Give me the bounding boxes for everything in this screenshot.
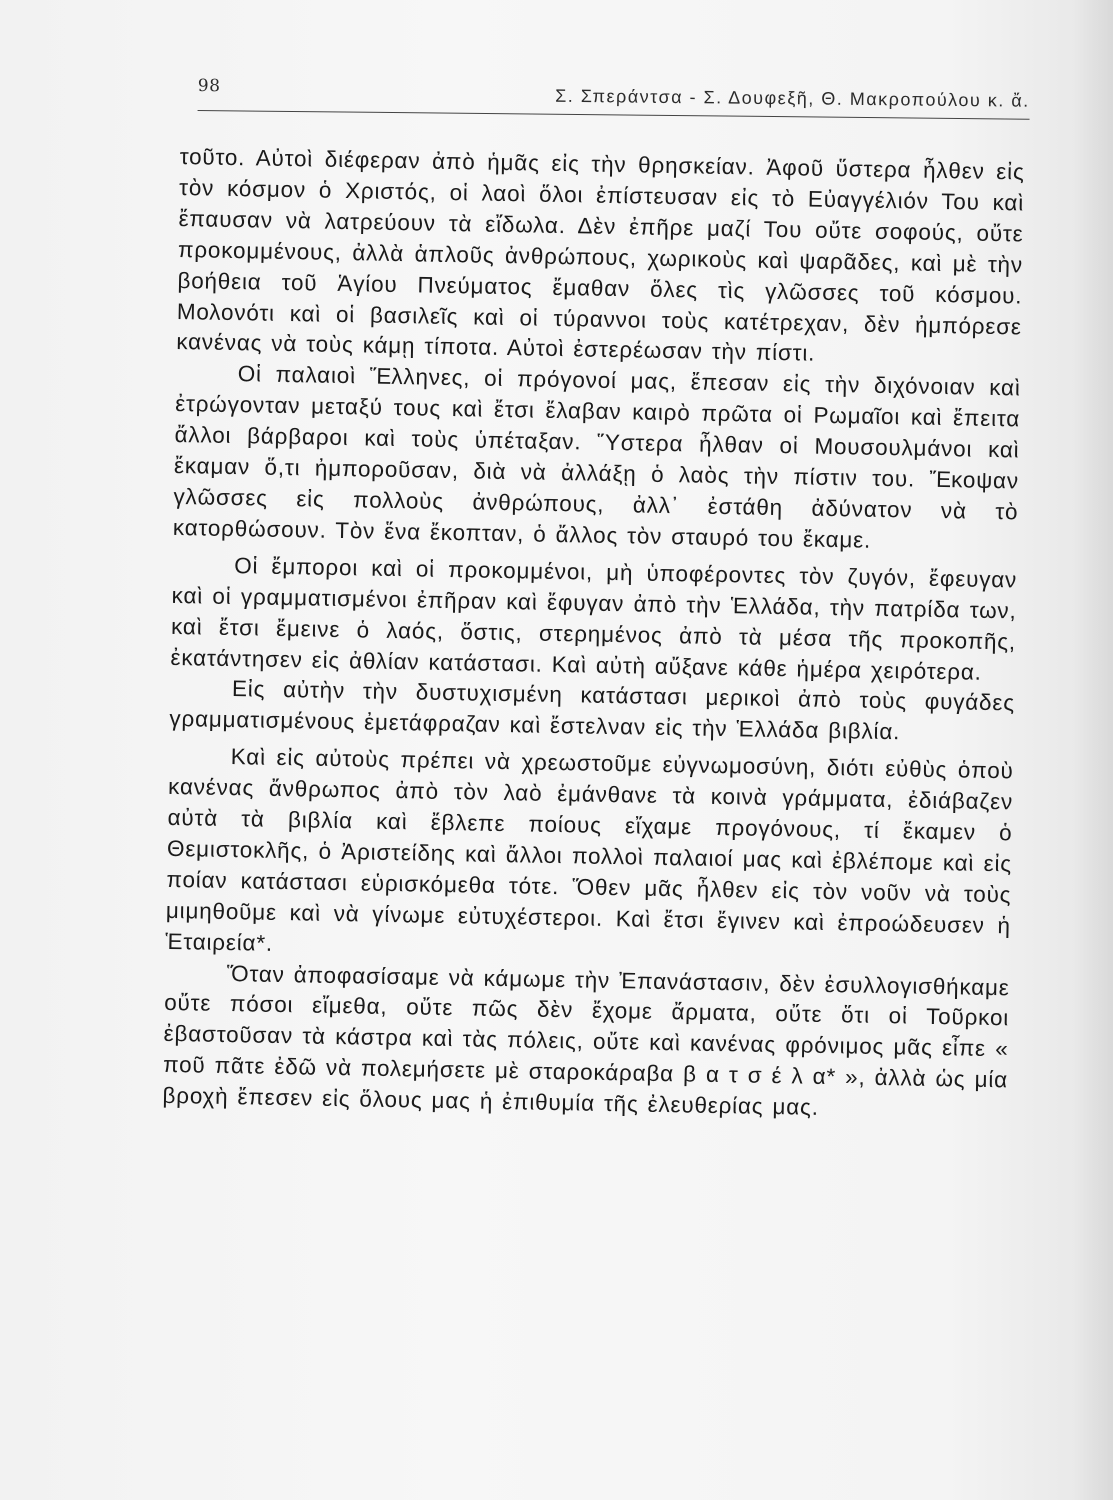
page-number: 98 (197, 75, 221, 97)
running-title: Σ. Σπεράντσα - Σ. Δουφεξῆ, Θ. Μακροπούλου κ. ἄ. (555, 85, 1030, 111)
body-text (162, 142, 1025, 1127)
paragraph-2: Οἱ παλαιοὶ Ἕλληνες, οἱ πρόγονοί μας, ἔπεσαν εἰς τὴν διχόνοιαν καὶ ἐτρώγονταν μεταξύ τους καὶ ἔτσι ἔλαβαν καιρὸ πρῶτα οἱ Ρωμαῖοι καὶ ἔπειτα ἄλλοι βάρβαροι καὶ τοὺς ὑπέταξαν. Ὕστερα ἦλθαν οἱ Μουσουλμάνοι καὶ ἔκαμαν ὅ,τι ἠμποροῦσαν, διὰ νὰ ἀλλάξῃ ὁ λαὸς τὴν πίστιν του. Ἔκοψαν γλῶσσες εἰς πολλοὺς ἀνθρώπους, ἀλλ᾽ ἐστάθη ἀδύνατον νὰ τὸ κατορθώσουν. Τὸν ἕνα ἔκοπταν, ὁ ἄλλος τὸν σταυρό του ἔκαμε. (172, 361, 1021, 553)
paragraph-6: Ὅταν ἀποφασίσαμε νὰ κάμωμε τὴν Ἐπανάστασιν, δὲν ἐσυλλογισθήκαμε οὔτε πόσοι εἴμεθα, οὔτε πῶς δὲν ἔχομε ἄρματα, οὔτε ὅτι οἱ Τοῦρκοι ἐβαστοῦσαν τὰ κάστρα καὶ τὰς πόλεις, οὔτε καὶ κανένας φρόνιμος μᾶς εἶπε « ποῦ πᾶτε ἐδῶ νὰ πολεμήσετε μὲ σταροκάραβα β α τ σ έ λ α* », ἀλλὰ ὡς μία βροχὴ ἔπεσεν εἰς ὅλους μας ἡ ἐπιθυμία τῆς ἐλευθερίας μας. (162, 960, 1010, 1121)
paragraph-4: Εἰς αὐτὴν τὴν δυστυχισμένη κατάστασι μερικοὶ ἀπὸ τοὺς φυγάδες γραμματισμένους ἐμετάφραζαν καὶ ἔστελναν εἰς τὴν Ἑλλάδα βιβλία. (169, 676, 1016, 745)
page-edge-shadow (1073, 0, 1113, 1500)
paragraph-5: Καὶ εἰς αὐτοὺς πρέπει νὰ χρεωστοῦμε εὐγνωμοσύνη, διότι εὐθὺς ὁποὺ κανένας ἄνθρωπος ἀπὸ τὸν λαὸ ἐμάνθανε τὰ κοινὰ γράμματα, ἐδιάβαζεν αὐτὰ τὰ βιβλία καὶ ἔβλεπε ποίους εἴχαμε προγόνους, τί ἔκαμεν ὁ Θεμιστοκλῆς, ὁ Ἀριστείδης καὶ ἄλλοι πολλοὶ παλαιοί μας καὶ ἐβλέπομε καὶ εἰς ποίαν κατάστασι εὑρισκόμεθα τότε. Ὅθεν μᾶς ἦλθεν εἰς τὸν νοῦν νὰ τοὺς μιμηθοῦμε καὶ νὰ γίνωμε εὐτυχέστεροι. Καὶ ἔτσι ἔγινεν καὶ ἐπροώδευσεν ἡ Ἑταιρεία*. (165, 744, 1014, 956)
paragraph-1: τοῦτο. Αὐτοὶ διέφεραν ἀπὸ ἡμᾶς εἰς τὴν θρησκείαν. Ἀφοῦ ὕστερα ἦλθεν εἰς τὸν κόσμον ὁ Χριστός, οἱ λαοὶ ὅλοι ἐπίστευσαν εἰς τὸ Εὐαγγέλιόν Του καὶ ἔπαυσαν νὰ λατρεύουν τὰ εἴδωλα. Δὲν ἐπῆρε μαζί Του οὔτε σοφούς, οὔτε προκομμένους, ἀλλὰ ἁπλοῦς ἀνθρώπους, χωρικοὺς καὶ ψαρᾶδες, καὶ μὲ τὴν βοήθεια τοῦ Ἁγίου Πνεύματος ἔμαθαν ὅλες τὶς γλῶσσες τοῦ κόσμου. Μολονότι καὶ οἱ βασιλεῖς καὶ οἱ τύραννοι τοὺς κατέτρεχαν, δὲν ἠμπόρεσε κανένας νὰ τοὺς κάμῃ τίποτα. Αὐτοὶ ἐστερέωσαν τὴν πίστι. (176, 143, 1025, 367)
running-header (198, 70, 1030, 115)
header-rule (198, 110, 1030, 120)
paragraph-3: Οἱ ἔμποροι καὶ οἱ προκομμένοι, μὴ ὑποφέροντες τὸν ζυγόν, ἔφευγαν καὶ οἱ γραμματισμένοι ἐπῆραν καὶ ἔφυγαν ἀπὸ τὴν Ἑλλάδα, τὴν πατρίδα των, καὶ ἔτσι ἔμεινε ὁ λαός, ὅστις, στερημένος ἀπὸ τὰ μέσα τῆς προκοπῆς, ἐκατάντησεν εἰς ἀθλίαν κατάστασι. Καὶ αὐτὴ αὔξανε κάθε ἡμέρα χειρότερα. (170, 552, 1018, 685)
